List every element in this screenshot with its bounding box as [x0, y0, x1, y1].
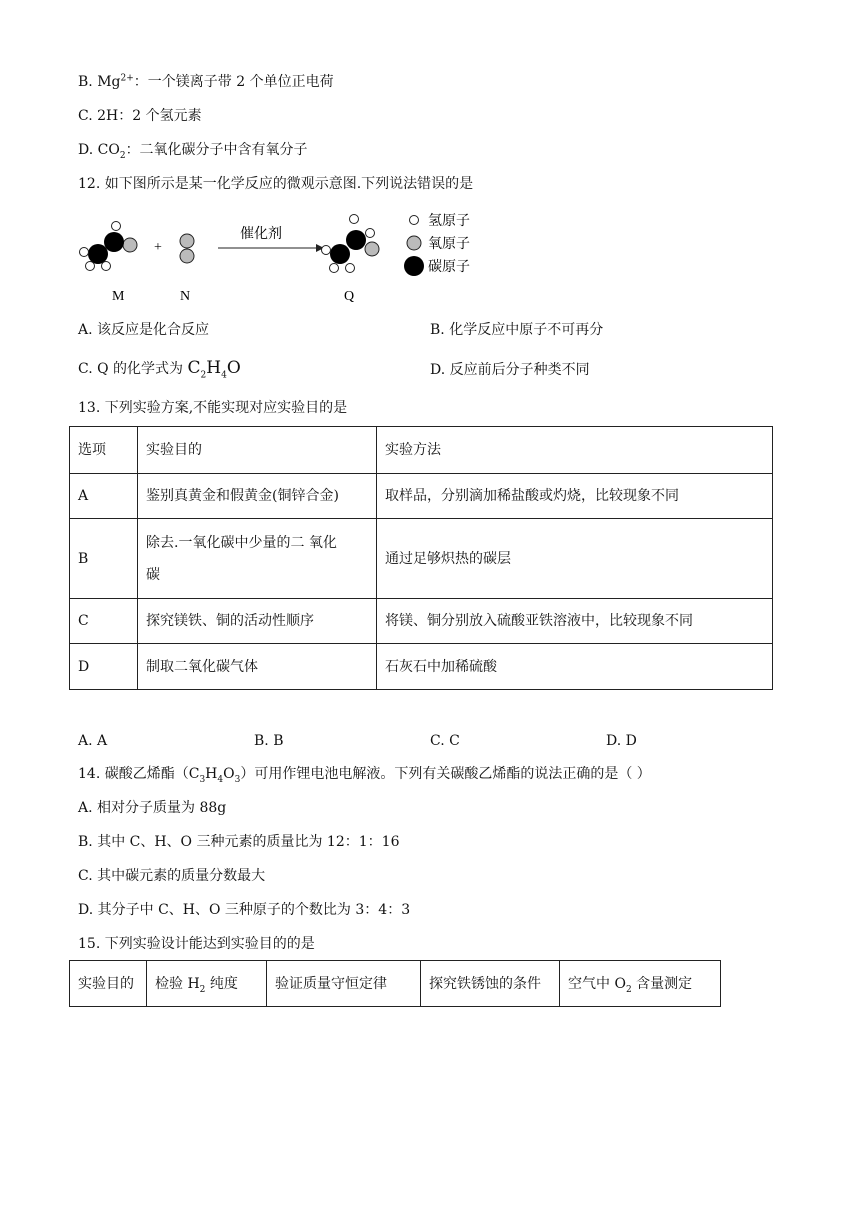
carbon-legend-icon [404, 256, 424, 276]
q12-option-b: B. 化学反应中原子不可再分 [430, 322, 604, 338]
header-option: 选项 [70, 427, 138, 474]
q11-option-b: B. $Mg^{2+}$：一个镁离子带 2 个单位正电荷 [78, 73, 334, 90]
q12-option-d: D. 反应前后分子种类不同 [430, 362, 590, 378]
q14-option-a: A. 相对分子质量为 88g [78, 800, 227, 816]
q15-stem: 15. 下列实验设计能达到实验目的的是 [78, 936, 315, 952]
q13-choice-a: A. A [78, 733, 108, 749]
header-purpose: 实验目的 [138, 427, 377, 474]
q14-stem: 14. 碳酸乙烯酯$(C_3H_4O_3)$可用作锂电池电解液。下列有关碳酸乙烯酯的说法正确的是（ ） [78, 766, 651, 785]
q12-stem: 12. 如下图所示是某一化学反应的微观示意图.下列说法错误的是 [78, 176, 474, 192]
catalyst-label: 催化剂 [240, 226, 282, 242]
oxygen-legend-icon [407, 236, 421, 250]
molecule-q [322, 215, 380, 273]
legend-oxygen: 氧原子 [428, 236, 470, 252]
q13-choice-d: D. D [606, 733, 637, 749]
label-m: M [112, 289, 125, 304]
q14-option-c: C. 其中碳元素的质量分数最大 [78, 868, 266, 884]
q-formula: $C_2H_4O$ [187, 358, 241, 381]
q13-choice-b: B. B [254, 733, 284, 749]
legend-carbon: 碳原子 [428, 259, 470, 275]
header-method: 实验方法 [377, 427, 773, 474]
q11-option-c: C. 2H：2 个氢元素 [78, 108, 202, 124]
q13-table [69, 426, 773, 690]
legend-hydrogen: 氢原子 [428, 213, 470, 229]
table-header-row [70, 427, 773, 474]
q14-option-b: B. 其中 C、H、O 三种元素的质量比为 12：1：16 [78, 834, 400, 850]
q15-table [69, 960, 721, 1007]
q14-option-d: D. 其分子中 C、H、O 三种原子的个数比为 3：4：3 [78, 902, 411, 918]
table-row: A 鉴别真黄金和假黄金(铜锌合金) 取样品，分别滴加稀盐酸或灼烧，比较现象不同 [70, 474, 773, 519]
molecule-m [80, 222, 138, 271]
q13-stem: 13. 下列实验方案,不能实现对应实验目的是 [78, 400, 348, 416]
label-q: Q [344, 289, 355, 304]
table-row: 实验目的 检验 $H_2$ 纯度 验证质量守恒定律 探究铁锈蚀的条件 空气中 $O_2$ 含量测定 [70, 961, 721, 1007]
q12-option-c: C. Q 的化学式为 $C_2H_4O$ [78, 358, 241, 381]
plus-sign: + [154, 240, 162, 255]
molecule-n [180, 234, 194, 263]
q11-option-d: D. $CO_2$：二氧化碳分子中含有氧分子 [78, 142, 308, 161]
table-row: D 制取二氧化碳气体 石灰石中加稀硫酸 [70, 644, 773, 690]
hydrogen-legend-icon [410, 216, 419, 225]
table-row: B 除去.一氧化碳中少量的二 氧化 碳 通过足够炽热的碳层 [70, 519, 773, 599]
q13-choice-c: C. C [430, 733, 460, 749]
table-row: C 探究镁铁、铜的活动性顺序 将镁、铜分别放入硫酸亚铁溶液中，比较现象不同 [70, 599, 773, 644]
q12-option-a: A. 该反应是化合反应 [78, 322, 210, 338]
label-n: N [180, 289, 191, 304]
reaction-diagram [74, 208, 494, 304]
